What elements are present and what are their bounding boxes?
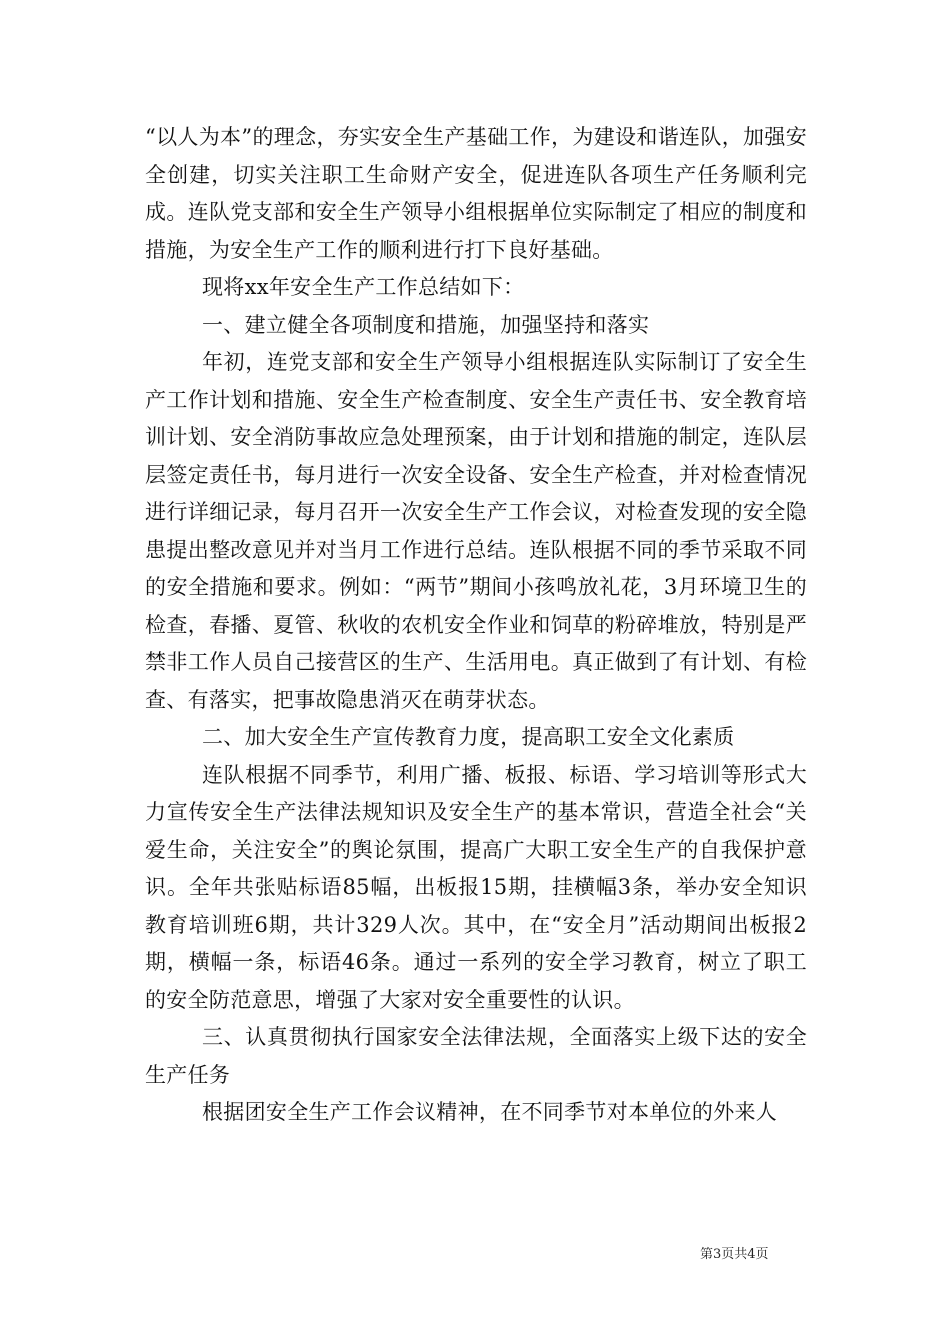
paragraph-section-1: 年初，连党支部和安全生产领导小组根据连队实际制订了安全生产工作计划和措施、安全生产检查制度、安全生产责任书、安全教育培训计划、安全消防事故应急处理预案，由于计划和措施的制定，连队层层签定责任书，每月进行一次安全设备、安全生产检查，并对检查情况进行详细记录，每月召开一次安全生产工作会议，对检查发现的安全隐患提出整改意见并对当月工作进行总结。连队根据不同的季节采取不同的安全措施和要求。例如：“两节”期间小孩鸣放礼花，3月环境卫生的检查，春播、夏管、秋收的农机安全作业和饲草的粉碎堆放，特别是严禁非工作人员自己接营区的生产、生活用电。真正做到了有计划、有检查、有落实，把事故隐患消灭在萌芽状态。 xyxy=(145,350,807,712)
document-body xyxy=(145,119,807,1132)
paragraph-section-2: 连队根据不同季节，利用广播、板报、标语、学习培训等形式大力宣传安全生产法律法规知识及安全生产的基本常识，营造全社会“关爱生命，关注安全”的舆论氛围，提高广大职工安全生产的自我保护意识。全年共张贴标语85幅，出板报15期，挂横幅3条，举办安全知识教育培训班6期，共计329人次。其中，在“安全月”活动期间出板报2期，横幅一条，标语46条。通过一系列的安全学习教育，树立了职工的安全防范意思，增强了大家对安全重要性的认识。 xyxy=(145,762,807,1012)
paragraph-summary-lead: 现将xx年安全生产工作总结如下： xyxy=(202,275,525,299)
section-heading-2: 二、加大安全生产宣传教育力度，提高职工安全文化素质 xyxy=(202,725,735,749)
page-number-footer: 第3页共4页 xyxy=(700,1247,769,1262)
section-heading-3: 三、认真贯彻执行国家安全法律法规，全面落实上级下达的安全生产任务 xyxy=(145,1025,807,1087)
section-heading-1: 一、建立健全各项制度和措施，加强坚持和落实 xyxy=(202,312,650,337)
paragraph-intro-continued: “以人为本”的理念，夯实安全生产基础工作，为建设和谐连队，加强安全创建，切实关注职工生命财产安全，促进连队各项生产任务顺利完成。连队党支部和安全生产领导小组根据单位实际制定了相应的制度和措施，为安全生产工作的顺利进行打下良好基础。 xyxy=(145,125,807,262)
paragraph-section-3: 根据团安全生产工作会议精神，在不同季节对本单位的外来人 xyxy=(202,1100,778,1124)
